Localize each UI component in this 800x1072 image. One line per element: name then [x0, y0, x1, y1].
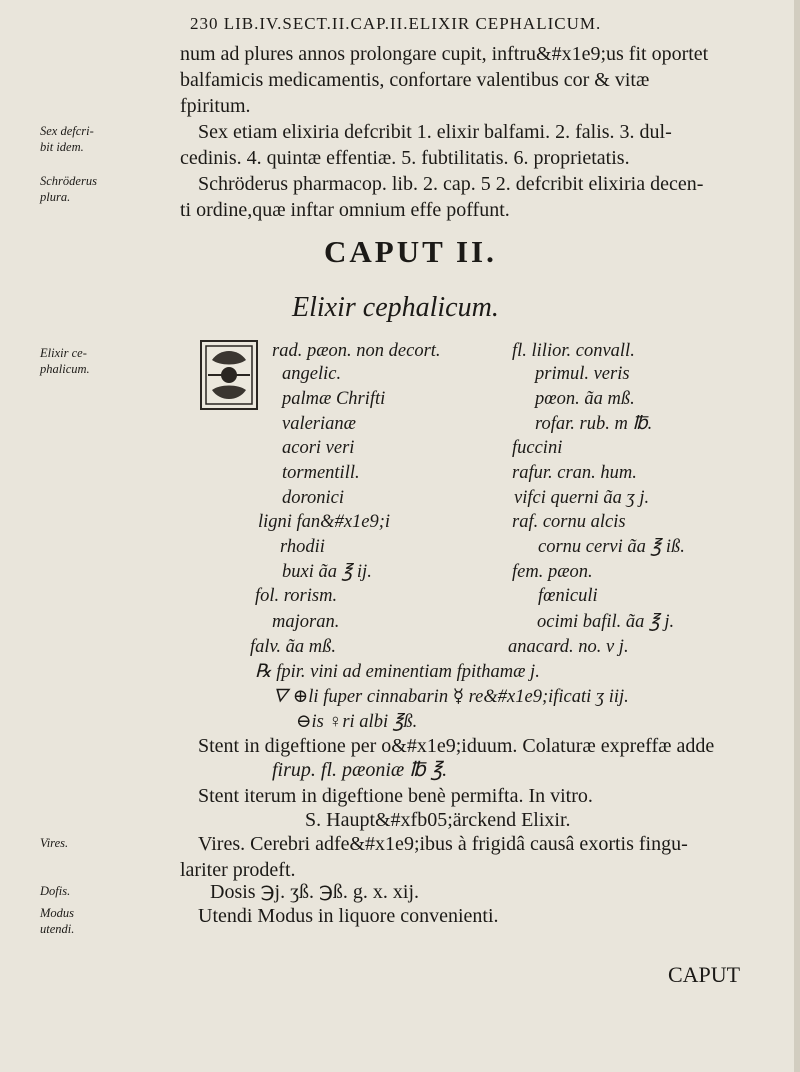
- ingredient: cornu cervi ãa ℥ iß.: [538, 537, 685, 557]
- ingredient: tormentill.: [282, 463, 360, 483]
- side-note-sex-2: bit idem.: [40, 140, 84, 154]
- ingredient: valerianæ: [282, 414, 356, 434]
- ingredient: acori veri: [282, 438, 355, 458]
- body-after-1: Stent in digeftione per o&#x1e9;iduum. Colaturæ expreffæ adde: [198, 735, 715, 757]
- ingredient: buxi ãa ℥ ij.: [282, 562, 372, 582]
- ingredient: fl. lilior. convall.: [512, 341, 635, 361]
- ingredient: palmæ Chrifti: [282, 389, 386, 409]
- recipe-line-2: 🜄 ⊕li fuper cinnabarin ☿ re&#x1e9;ificati ʒ iij.: [272, 687, 629, 707]
- ingredient: primul. veris: [535, 364, 630, 384]
- ingredient: anacard. no. v j.: [508, 637, 629, 657]
- body-line-1: num ad plures annos prolongare cupit, inftru&#x1e9;us fit oportet: [180, 43, 709, 65]
- chapter-subtitle: Elixir cephalicum.: [292, 292, 499, 323]
- ingredient: ligni fan&#x1e9;i: [258, 512, 391, 532]
- catchword: CAPUT: [668, 962, 741, 987]
- side-note-dosis: Dofis.: [40, 884, 71, 898]
- body-after-4: S. Haupt&#xfb05;ärckend Elixir.: [305, 809, 571, 831]
- ingredient: rafur. cran. hum.: [512, 463, 637, 483]
- body-line-5: cedinis. 4. quintæ effentiæ. 5. fubtilitatis. 6. proprietatis.: [180, 147, 630, 169]
- ingredient: fuccini: [512, 438, 563, 458]
- ingredient: rad. pæon. non decort.: [272, 341, 441, 361]
- vires-line-1: Vires. Cerebri adfe&#x1e9;ibus à frigidâ causâ exortis fingu-: [198, 833, 688, 855]
- side-note-sex: Sex defcri-: [40, 124, 94, 138]
- body-line-6: Schröderus pharmacop. lib. 2. cap. 5 2. defcribit elixiria decen-: [198, 173, 704, 195]
- body-after-2: firup. fl. pæoniæ ℔ ℥.: [272, 759, 448, 781]
- ingredient: angelic.: [282, 364, 342, 384]
- modus-line: Utendi Modus in liquore convenienti.: [198, 905, 499, 927]
- body-line-7: ti ordine,quæ inftar omnium effe poffunt.: [180, 199, 510, 221]
- ingredient: falv. ãa mß.: [250, 637, 336, 657]
- side-note-vires: Vires.: [40, 836, 69, 850]
- page-edge-shadow: [794, 0, 800, 1072]
- ingredient: majoran.: [272, 612, 340, 632]
- side-note-schroderus: Schröderus: [40, 174, 97, 188]
- vires-line-2: lariter prodeft.: [180, 859, 296, 881]
- body-line-2: balfamicis medicamentis, confortare valentibus cor & vitæ: [180, 69, 650, 91]
- side-note-elixir: Elixir ce-: [40, 346, 87, 360]
- ingredient: ocimi bafil. ãa ℥ j.: [537, 612, 675, 632]
- body-after-3: Stent iterum in digeftione benè permifta. In vitro.: [198, 785, 593, 807]
- ingredient: fem. pæon.: [512, 562, 593, 582]
- ingredient: vifci querni ãa ʒ j.: [514, 488, 650, 508]
- side-note-elixir-2: phalicum.: [40, 362, 90, 376]
- body-line-3: fpiritum.: [180, 95, 251, 117]
- chapter-title: CAPUT II.: [324, 234, 497, 269]
- side-note-modus-2: utendi.: [40, 922, 75, 936]
- ingredient: fœniculi: [538, 586, 598, 606]
- ingredient: rofar. rub. m ℔.: [535, 414, 653, 434]
- running-header: 230 LIB.IV.SECT.II.CAP.II.ELIXIR CEPHALICUM.: [190, 14, 602, 33]
- body-line-4: Sex etiam elixiria defcribit 1. elixir balfami. 2. falis. 3. dul-: [198, 121, 672, 143]
- ingredient: fol. rorism.: [255, 586, 338, 606]
- side-note-schroderus-2: plura.: [40, 190, 71, 204]
- ingredient: pœon. ãa mß.: [535, 389, 635, 409]
- recipe-line-1: ℞ fpir. vini ad eminentiam fpithamæ j.: [255, 662, 540, 682]
- dosis-line: Dosis ℈j. ʒß. ℈ß. g. x. xij.: [210, 881, 420, 903]
- ingredient: doronici: [282, 488, 345, 508]
- side-note-modus: Modus: [40, 906, 75, 920]
- ingredient: raf. cornu alcis: [512, 512, 626, 532]
- decorative-initial-ornament: [200, 340, 258, 410]
- ingredient: rhodii: [280, 537, 325, 557]
- recipe-line-3: ⊖is ♀ri albi ℥ß.: [296, 712, 418, 732]
